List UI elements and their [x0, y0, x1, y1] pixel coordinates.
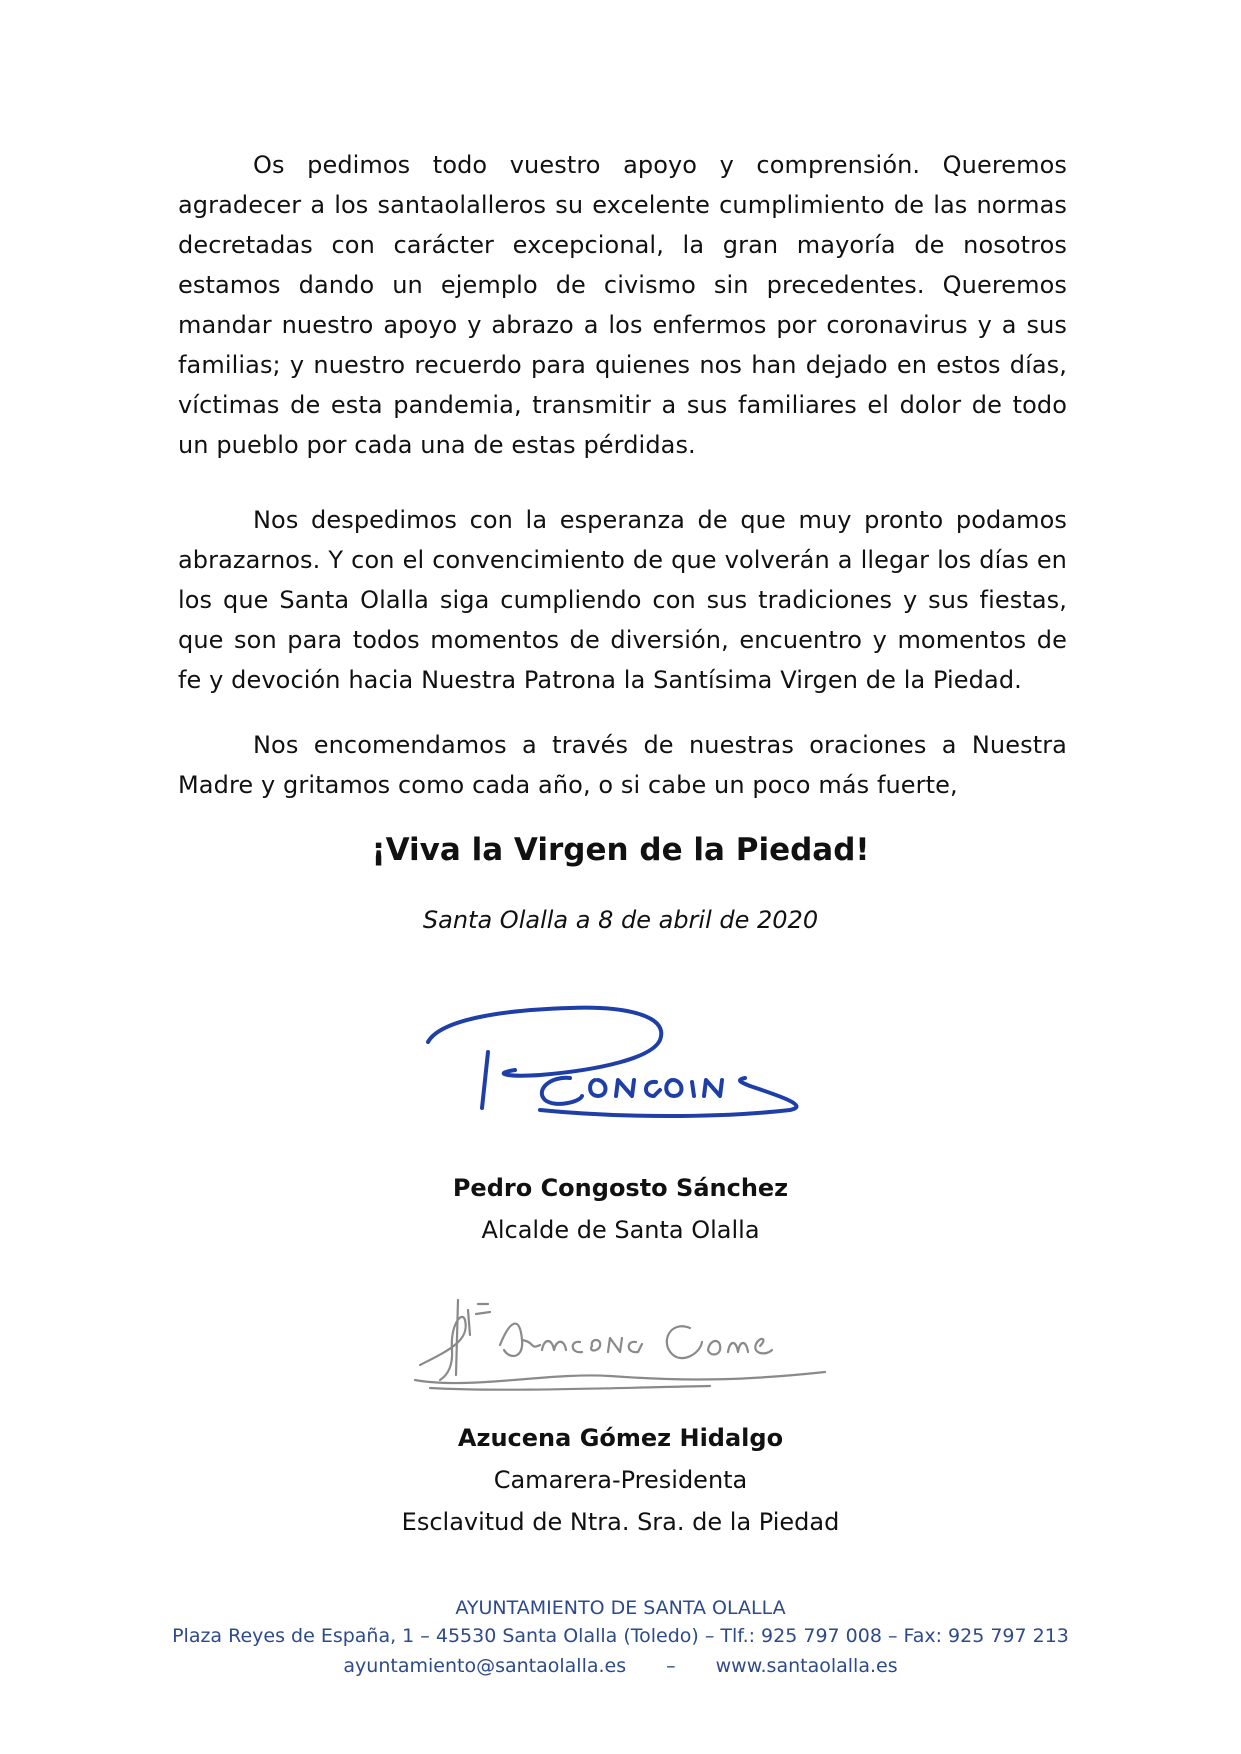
signer-name: Azucena Gómez Hidalgo — [457, 1424, 784, 1452]
body-paragraph: Nos encomendamos a través de nuestras oraciones a Nuestra Madre y gritamos como cada año, o si cabe un poco más fuerte, — [178, 731, 1067, 799]
footer-separator: – — [666, 1655, 676, 1677]
signer-role: Camarera-Presidenta — [493, 1466, 748, 1494]
footer-address: Plaza Reyes de España, 1 – 45530 Santa Olalla (Toledo) – Tlf.: 925 797 008 – Fax: 925 797 213 — [172, 1625, 1069, 1647]
signature-president — [410, 1280, 830, 1400]
footer-organization: AYUNTAMIENTO DE SANTA OLALLA — [455, 1597, 786, 1619]
signer-name: Pedro Congosto Sánchez — [452, 1174, 789, 1202]
body-paragraph: Os pedimos todo vuestro apoyo y comprensión. Queremos agradecer a los santaolalleros su excelente cumplimiento de las normas decretadas con carácter excepcional, la gran mayoría de nosotros estamos dando un ejemplo de civismo sin precedentes. Queremos mandar nuestro apoyo y abrazo a los enfermos por coronavirus y a sus familias; y nuestro recuerdo para quienes nos han dejado en estos días, víctimas de esta pandemia, transmitir a sus familiares el dolor de todo un pueblo por cada una de estas pérdidas. — [178, 151, 1067, 459]
signer-organization: Esclavitud de Ntra. Sra. de la Piedad — [401, 1508, 840, 1536]
footer-contact — [0, 1652, 1241, 1680]
signer-role: Alcalde de Santa Olalla — [481, 1216, 760, 1244]
body-paragraph: Nos despedimos con la esperanza de que muy pronto podamos abrazarnos. Y con el convencimiento de que volverán a llegar los días en los que Santa Olalla siga cumpliendo con sus tradiciones y sus fiestas, que son para todos momentos de diversión, encuentro y momentos de fe y devoción hacia Nuestra Patrona la Santísima Virgen de la Piedad. — [178, 506, 1067, 694]
footer-website: www.santaolalla.es — [715, 1655, 898, 1677]
signature-mayor — [420, 1000, 820, 1130]
footer-email: ayuntamiento@santaolalla.es — [343, 1655, 627, 1677]
place-date: Santa Olalla a 8 de abril de 2020 — [422, 906, 819, 934]
closing-exclamation: ¡Viva la Virgen de la Piedad! — [371, 832, 870, 868]
